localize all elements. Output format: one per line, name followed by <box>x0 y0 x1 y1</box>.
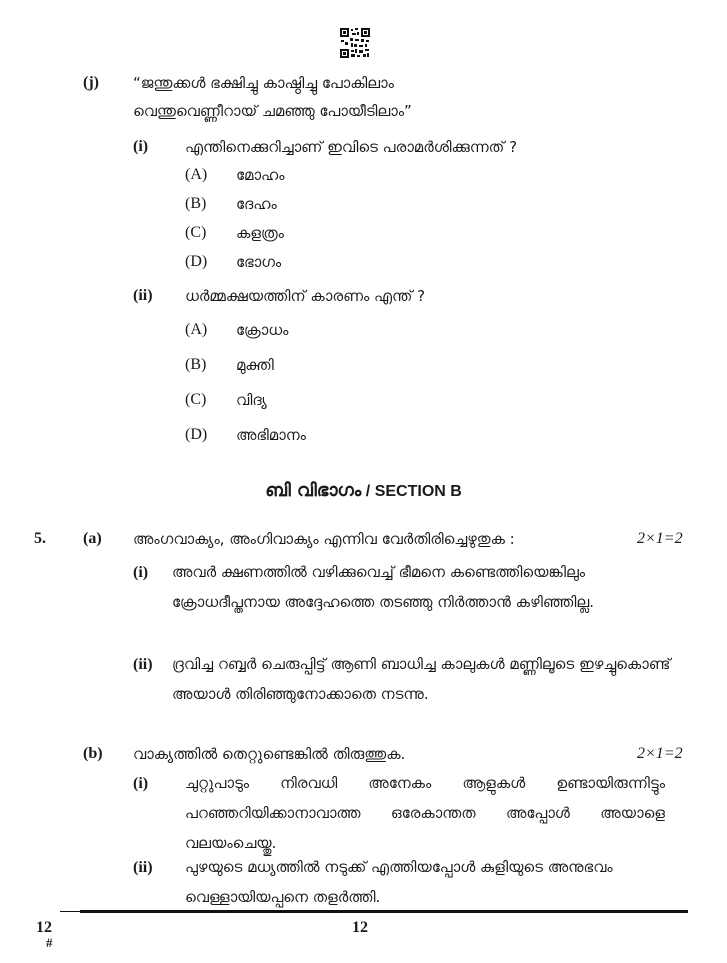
option-text: വിദ്യ <box>236 391 267 409</box>
question-j-label: (j) <box>83 74 99 91</box>
option-text: ക്രോധം <box>236 321 289 339</box>
option-text: ഭോഗം <box>236 253 282 271</box>
option-label: (B) <box>185 356 207 373</box>
option-label: (D) <box>185 426 208 443</box>
question-j-quote-line1: “ജന്തുക്കൾ ഭക്ഷിച്ചു കാഷ്ഠിച്ചു പോകിലാം <box>133 74 394 92</box>
section-heading-en: / SECTION B <box>361 483 462 500</box>
option-text: കളത്രം <box>236 224 284 242</box>
question-5b-i-text: ചുറ്റുപാടും നിരവധി അനേകം ആളുകൾ ഉണ്ടായിരുന്നിട്ടും പറഞ്ഞറിയിക്കാനാവാത്ത ഒരേകാന്തത അപ്പോൾ അയാളെ വലയംചെയ്തു. <box>185 774 665 852</box>
section-heading-ml: ബി വിഭാഗം <box>265 480 362 501</box>
option-label: (A) <box>185 166 208 183</box>
question-5b-ii-label: (ii) <box>133 859 153 876</box>
option-label: (C) <box>185 224 207 241</box>
option-label: (B) <box>185 195 207 212</box>
question-5a-instruction: അംഗവാക്യം, അംഗിവാക്യം എന്നിവ വേർതിരിച്ചെഴുതുക : <box>133 530 515 548</box>
question-5b-label: (b) <box>83 745 103 762</box>
question-5-number: 5. <box>34 530 46 547</box>
question-5b-marks: 2×1=2 <box>637 745 683 762</box>
question-5a-label: (a) <box>83 530 102 547</box>
option-label: (C) <box>185 391 207 408</box>
footer-rule-taper <box>60 911 80 912</box>
question-5a-ii-label: (ii) <box>133 656 153 673</box>
question-j-i-label: (i) <box>133 138 149 155</box>
question-5a-ii-text: ദ്രവിച്ച റബ്ബർ ചെരുപ്പിട്ട് ആണി ബാധിച്ച കാലുകൾ മണ്ണിലൂടെ ഇഴച്ചുകൊണ്ട് അയാൾ തിരിഞ്ഞുനോക്കാതെ നടന്നു. <box>172 655 671 703</box>
question-5b-ii-text: പുഴയുടെ മധ്യത്തിൽ നടുക്ക് എത്തിയപ്പോൾ കുളിയുടെ അനുഭവം വെള്ളായിയപ്പനെ തളർത്തി. <box>185 858 613 906</box>
option-text: മുക്തി <box>236 356 274 374</box>
option-label: (D) <box>185 253 208 270</box>
question-j-quote-line2: വെന്തുവെണ്ണീറായ് ചമഞ്ഞു പോയീടിലാം” <box>133 102 412 120</box>
question-5b-instruction: വാക്യത്തിൽ തെറ്റുണ്ടെങ്കിൽ തിരുത്തുക. <box>133 745 406 763</box>
option-text: അഭിമാനം <box>236 426 306 444</box>
question-j-ii-text: ധർമ്മക്ഷയത്തിന് കാരണം എന്ത് ? <box>185 287 426 305</box>
question-5a-marks: 2×1=2 <box>637 530 683 547</box>
footer-code: 12 <box>36 919 52 936</box>
option-label: (A) <box>185 321 208 338</box>
qr-code-icon <box>340 28 370 58</box>
footer-rule <box>80 910 688 913</box>
question-j-i-text: എന്തിനെക്കുറിച്ചാണ് ഇവിടെ പരാമർശിക്കുന്നത് ? <box>185 138 518 156</box>
footer-page-number: 12 <box>352 919 368 936</box>
option-text: മോഹം <box>236 166 285 184</box>
question-5a-i-label: (i) <box>133 564 149 581</box>
option-text: ദേഹം <box>236 195 277 213</box>
footer-hash: # <box>46 935 53 950</box>
question-5b-i-label: (i) <box>133 775 149 792</box>
question-5a-i-text: അവർ ക്ഷണത്തിൽ വഴിക്കുവെച്ച് ഭീമനെ കണ്ടെത്തിയെങ്കിലും ക്രോധദീപ്തനായ അദ്ദേഹത്തെ തടഞ്ഞു നിർത്താൻ കഴിഞ്ഞില്ല. <box>172 563 594 611</box>
question-j-ii-label: (ii) <box>133 287 153 304</box>
section-heading <box>0 480 727 501</box>
